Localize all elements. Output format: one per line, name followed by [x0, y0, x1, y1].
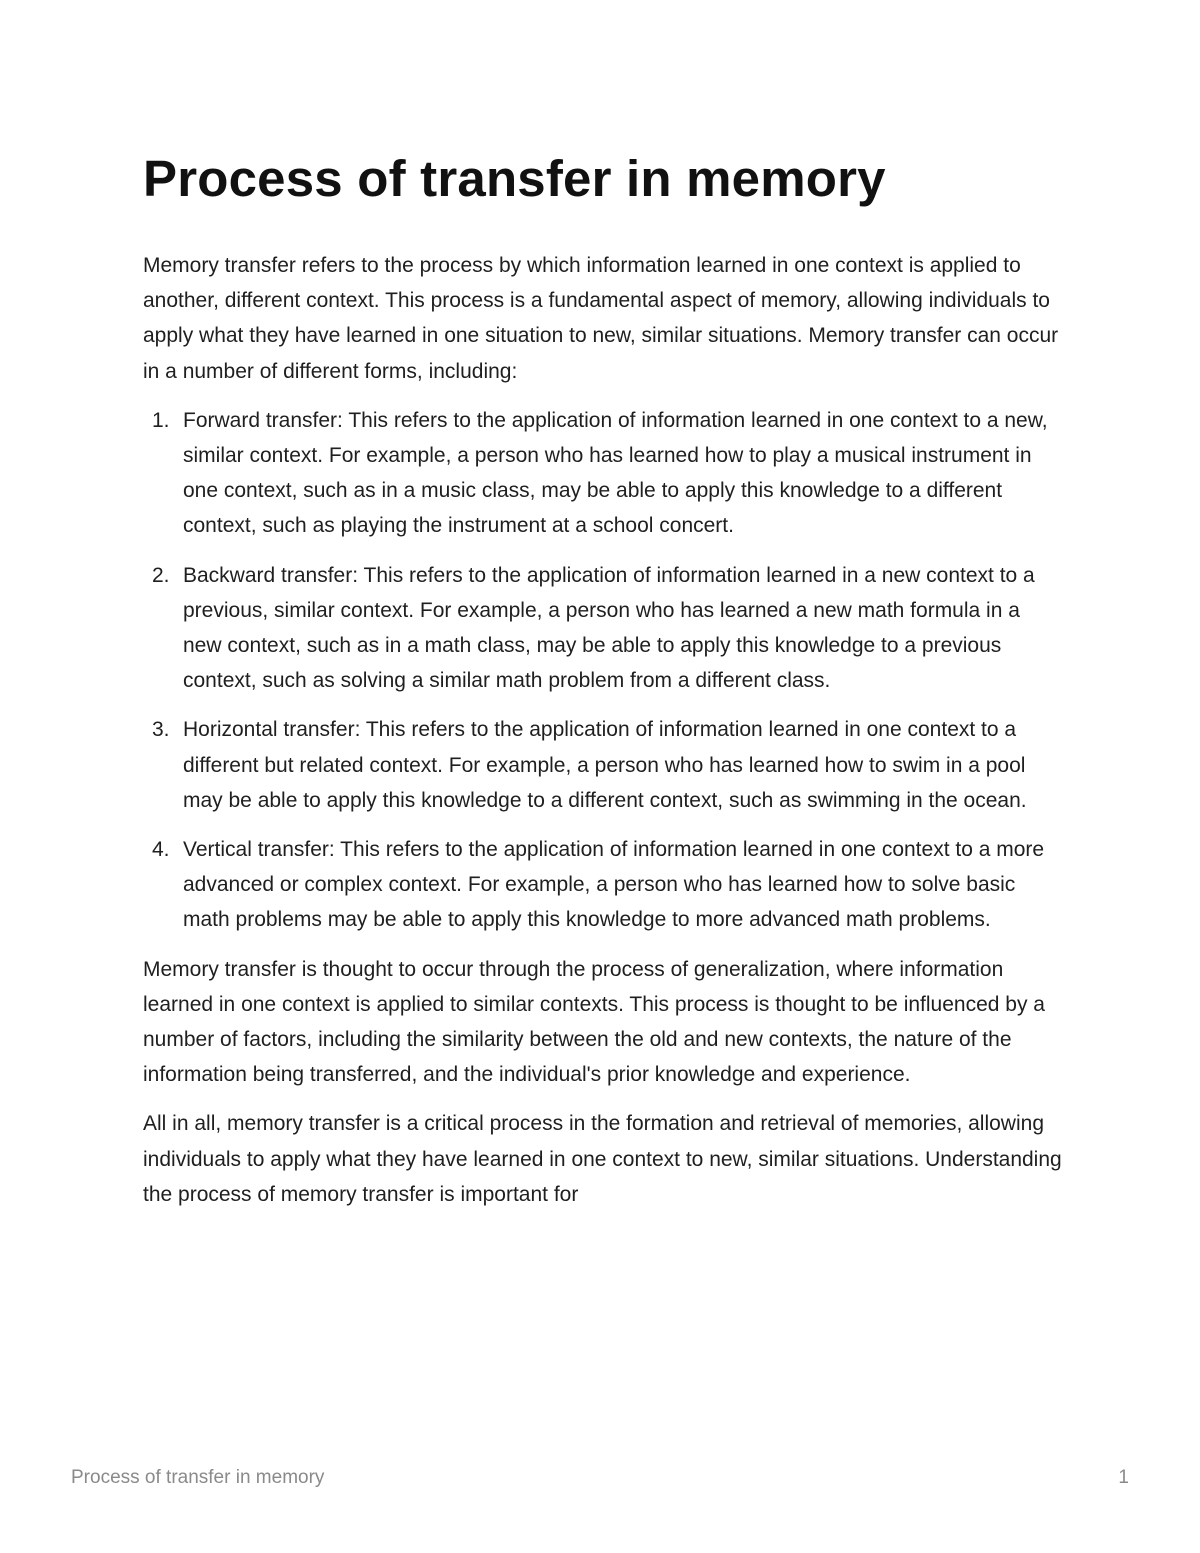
list-item — [143, 558, 1063, 699]
footer-page-number: 1 — [1118, 1467, 1129, 1488]
conclusion-paragraph: All in all, memory transfer is a critical process in the formation and retrieval of memories, allowing individuals to apply what they have learned in one context to new, similar situations. Understanding the process of memory transfer is important for — [143, 1112, 1062, 1206]
intro-paragraph: Memory transfer refers to the process by which information learned in one context is applied to another, different context. This process is a fundamental aspect of memory, allowing individuals to apply what they have learned in one situation to new, similar situations. Memory transfer can occur in a number of different forms, including: — [143, 254, 1059, 383]
list-item-text: Horizontal transfer: This refers to the application of information learned in one context to a different but related context. For example, a person who has learned how to swim in a pool may be able to apply this knowledge to a different context, such as swimming in the ocean. — [183, 718, 1027, 812]
page-content — [143, 138, 1063, 1226]
footer-document-title: Process of transfer in memory — [71, 1467, 325, 1488]
list-item-text: Forward transfer: This refers to the application of information learned in one context to a new, similar context. For example, a person who has learned how to play a musical instrument in one context, such as in a music class, may be able to apply this knowledge to a different context, such as playing the instrument at a school concert. — [183, 408, 1048, 538]
list-item — [143, 403, 1063, 544]
document-title: Process of transfer in memory — [143, 150, 886, 207]
list-item-number: 2. — [152, 563, 170, 587]
generalization-paragraph: Memory transfer is thought to occur through the process of generalization, where information learned in one context is applied to similar contexts. This process is thought to be influenced by a number of factors, including the similarity between the old and new contexts, the nature of the information being transferred, and the individual's prior knowledge and experience. — [143, 957, 1045, 1087]
list-item-number: 1. — [152, 408, 170, 432]
list-item — [143, 712, 1063, 818]
transfer-types-list — [143, 403, 1063, 938]
list-item-number: 3. — [152, 718, 170, 742]
list-item-text: Vertical transfer: This refers to the application of information learned in one context to a more advanced or complex context. For example, a person who has learned how to solve basic math problems may be able to apply this knowledge to more advanced math problems. — [183, 838, 1045, 932]
list-item-text: Backward transfer: This refers to the application of information learned in a new context to a previous, similar context. For example, a person who has learned a new math formula in a new context, such as in a math class, may be able to apply this knowledge to a previous context, such as solving a similar math problem from a different class. — [183, 563, 1035, 693]
list-item — [143, 832, 1063, 938]
list-item-number: 4. — [152, 838, 170, 862]
